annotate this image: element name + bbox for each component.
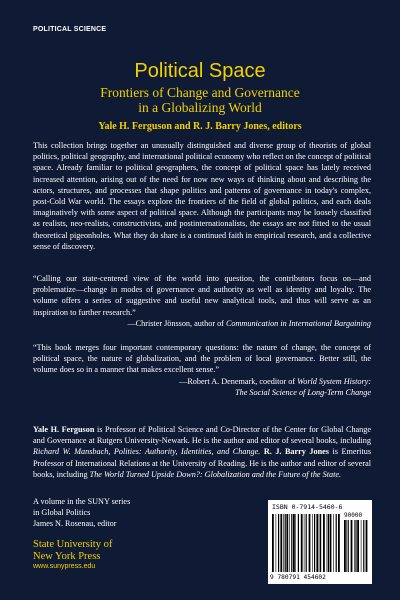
- quote-2-attribution-line-2: [33, 387, 371, 398]
- barcode-bar: [285, 514, 286, 572]
- barcode-digits: 9 780791 454602: [270, 574, 326, 581]
- publisher-url: www.sunypress.edu: [33, 563, 96, 570]
- publisher-name: [33, 539, 112, 562]
- barcode-bar: [363, 520, 364, 572]
- quote-1-text: “Calling our state-centered view of the world into question, the contributors focus on—and problematize—change in modes of governance and authority as well as identity and loyalty. The volume offers a series of suggestive and useful new analytical tools, and thus will serve as an inspiration to further research.”: [33, 274, 371, 317]
- barcode-bar: [366, 520, 368, 572]
- barcode-bar: [293, 514, 295, 572]
- barcode-addon-number: 90000: [344, 512, 363, 519]
- endorsement-quote-1: [33, 273, 371, 329]
- barcode-bar: [283, 514, 284, 572]
- bio-text-1: is Professor of Political Science and Co-Director of the Center for Global Change and Governance at Rutgers University-Newark. He is the author and editor of several books, including: [33, 425, 371, 446]
- bio-name-2: R. J. Barry Jones: [260, 447, 329, 457]
- barcode-bar: [304, 514, 305, 572]
- quote-1-author: —Christer Jönsson, author of: [127, 318, 226, 328]
- book-title: Political Space: [134, 60, 266, 82]
- quote-2-text: “This book merges four important contemporary questions: the nature of change, the concept of political space, the nature of globalization, and the problem of local governance. Better still, the volume does so in a manner that makes excellent sense.”: [33, 343, 371, 375]
- barcode-bar: [327, 514, 328, 572]
- quote-1-work: Communication in International Bargaining: [225, 318, 371, 328]
- barcode-bar: [312, 514, 313, 572]
- quote-1-attribution: [33, 318, 371, 329]
- barcode-bar: [301, 514, 303, 572]
- barcode-bar: [316, 514, 318, 572]
- quote-2-attribution: [33, 376, 371, 387]
- barcode-bar: [333, 514, 334, 572]
- editor-bios: [33, 424, 371, 480]
- subtitle-line-1: Frontiers of Change and Governance: [100, 85, 300, 100]
- bio-work-2: The World Turned Upside Down?: Globalization and the Future of the State.: [89, 469, 342, 479]
- barcode-bar: [272, 514, 274, 572]
- quote-2-author: —Robert A. Denemark, coeditor of: [179, 376, 298, 386]
- publisher-line-1: State University of: [33, 539, 113, 550]
- barcode-bar: [319, 514, 320, 572]
- publisher-line-2: New York Press: [33, 550, 101, 562]
- book-subtitle: [0, 85, 400, 115]
- barcode-bar: [351, 520, 353, 572]
- quote-2-work: World System History:: [297, 376, 371, 386]
- barcode-bar: [295, 514, 296, 572]
- series-line-3: James N. Rosenau, editor: [33, 519, 117, 528]
- barcode-bar: [314, 514, 315, 572]
- isbn-label: ISBN 0-7914-5460-6: [272, 503, 343, 511]
- barcode-bar: [309, 514, 311, 572]
- series-info: [33, 496, 213, 529]
- description-paragraph: This collection brings together an unusually distinguished and diverse group of theorists of global politics, political geography, and international political economy who reflect on the concept of political space. Already familiar to political geographers, the concept of political space has lately received increased attention, arising out of the need for now new ways of thinking about and describing the actors, structures, and processes that shape politics and patterns of governance in today's complex, post-Cold War world. The essays explore the frontiers of the field of global politics, and each deals imaginatively with some aspect of political space. Although the participants may be loosely classified as realists, neo-realists, constructivists, and postinternationalists, the essays are not fitted to the usual theoretical pigeonholes. What they do share is a continued faith in empirical research, and a collective sense of discovery.: [33, 141, 372, 251]
- barcode-bars: [272, 514, 342, 572]
- barcode-bar: [276, 514, 277, 572]
- barcode-bar: [330, 514, 332, 572]
- bio-name-1: Yale H. Ferguson: [33, 425, 95, 434]
- barcode-bar: [346, 520, 347, 572]
- barcode-bar: [328, 514, 329, 572]
- barcode-bar: [355, 520, 356, 572]
- barcode-bar: [298, 514, 299, 572]
- barcode-bar: [361, 520, 362, 572]
- category-label: POLITICAL SCIENCE: [33, 26, 107, 33]
- barcode-bar: [357, 520, 359, 572]
- barcode-bar: [338, 514, 340, 572]
- barcode-bar: [289, 514, 290, 572]
- barcode-bar: [344, 520, 346, 572]
- barcode-bar: [336, 514, 337, 572]
- series-line-1: A volume in the SUNY series: [33, 497, 131, 506]
- bio-work-1: Richard W. Mansbach, Polities: Authority, Identities, and Change.: [33, 447, 261, 457]
- barcode-bar: [280, 514, 282, 572]
- barcode-bar: [278, 514, 279, 572]
- barcode-bar: [354, 520, 355, 572]
- barcode-bar: [348, 520, 349, 572]
- quote-2-work-subtitle: The Social Science of Long-Term Change: [235, 387, 371, 397]
- endorsement-quote-2: [33, 342, 371, 398]
- barcode-bar: [306, 514, 307, 572]
- barcode: [268, 500, 372, 584]
- series-line-2: in Global Politics: [33, 508, 91, 517]
- bio-text-2: is Emeritus Professor of International Relations at the University of Reading. He is the author and editor of several books, including: [33, 447, 372, 479]
- barcode-bar: [320, 514, 321, 572]
- editors-line: Yale H. Ferguson and R. J. Barry Jones, editors: [98, 121, 302, 132]
- barcode-bar: [286, 514, 288, 572]
- subtitle-line-2: in a Globalizing World: [138, 100, 262, 115]
- barcode-addon-bars: [344, 520, 368, 572]
- barcode-bar: [323, 514, 325, 572]
- barcode-bar: [291, 514, 292, 572]
